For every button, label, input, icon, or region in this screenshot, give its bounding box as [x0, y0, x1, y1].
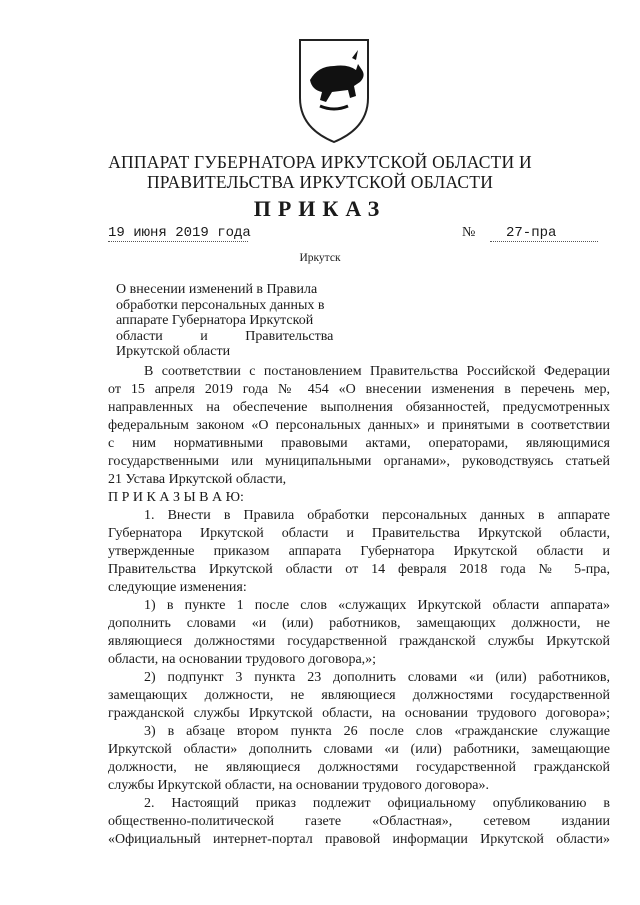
body-line: Иркутской области» дополнить словами «и (или) работники, замещающие — [108, 742, 610, 757]
body-line: следующие изменения: — [108, 580, 247, 595]
body-line: государственными или муниципальными органами», руководствуясь статьей — [108, 454, 610, 469]
body-line: утвержденные приказом аппарата Губернатора Иркутской области и — [108, 544, 610, 559]
subject-block — [116, 282, 336, 360]
org-name-line-2: ПРАВИТЕЛЬСТВА ИРКУТСКОЙ ОБЛАСТИ — [146, 172, 494, 192]
body-line: службы Иркутской области, на основании трудового договора». — [108, 778, 490, 793]
subject-line: аппарате Губернатора Иркутской — [116, 313, 314, 328]
subject-line: области и Правительства — [116, 328, 334, 344]
body-line: 3) в абзаце втором пункта 26 после слов «гражданские служащие — [144, 724, 610, 739]
body-line: от 15 апреля 2019 года № 454 «О внесении изменения в перечень мер, — [108, 382, 610, 397]
subject-line: обработки персональных данных в — [116, 297, 325, 313]
order-word: П Р И К А З Ы В А Ю: — [108, 490, 244, 505]
org-name-line-1: АППАРАТ ГУБЕРНАТОРА ИРКУТСКОЙ ОБЛАСТИ И — [108, 152, 532, 172]
subject-line: Иркутской области — [116, 344, 231, 359]
city-name: Иркутск — [299, 252, 341, 264]
document-body — [108, 363, 610, 849]
body-line: области, на основании трудового договора,»; — [108, 652, 377, 667]
body-line: 2. Настоящий приказ подлежит официальному опубликованию в — [144, 796, 610, 811]
body-line: гражданской службы Иркутской области, на основании трудового договора»; — [108, 706, 610, 721]
body-line: «Официальный интернет-портал правовой информации Иркутской области» — [108, 832, 610, 847]
body-line: 21 Устава Иркутской области, — [108, 472, 287, 487]
body-line: федеральным законом «О персональных данных» и принятыми в соответствии — [108, 418, 610, 433]
document-title: ПРИКАЗ — [253, 196, 387, 221]
body-line: являющиеся должностями государственной гражданской службы Иркутской — [108, 634, 610, 649]
body-line: Правительства Иркутской области от 14 февраля 2018 года № 5-пра, — [108, 562, 610, 577]
body-line: Губернатора Иркутской области и Правительства Иркутской области, — [108, 526, 610, 541]
subject-line: О внесении изменений в Правила — [116, 282, 318, 297]
date-underline — [108, 241, 248, 242]
document-number: 27-пра — [506, 225, 557, 241]
number-sign: № — [462, 225, 476, 240]
body-line: с ним нормативными правовыми актами, операторами, являющимися — [108, 436, 610, 451]
coat-of-arms-emblem — [296, 36, 372, 146]
body-line: общественно-политической газете «Областная», сетевом издании — [108, 814, 610, 829]
body-line: направленных на обеспечение выполнения обязанностей, предусмотренных — [108, 400, 610, 415]
body-line: В соответствии с постановлением Правительства Российской Федерации — [144, 364, 610, 379]
body-line: 1. Внести в Правила обработки персональных данных в аппарате — [144, 508, 610, 523]
body-line: дополнить словами «и (или) работников, замещающих должности, не — [108, 616, 610, 631]
body-line: замещающих должности, не являющиеся должностями государственной — [108, 688, 610, 703]
body-line: должности, не являющиеся должностями государственной гражданской — [108, 760, 610, 775]
number-underline — [490, 241, 598, 242]
body-line: 1) в пункте 1 после слов «служащих Иркутской области аппарата» — [144, 598, 610, 613]
body-line: 2) подпункт 3 пункта 23 дополнить словами «и (или) работников, — [144, 670, 610, 685]
document-date: 19 июня 2019 года — [108, 225, 251, 241]
